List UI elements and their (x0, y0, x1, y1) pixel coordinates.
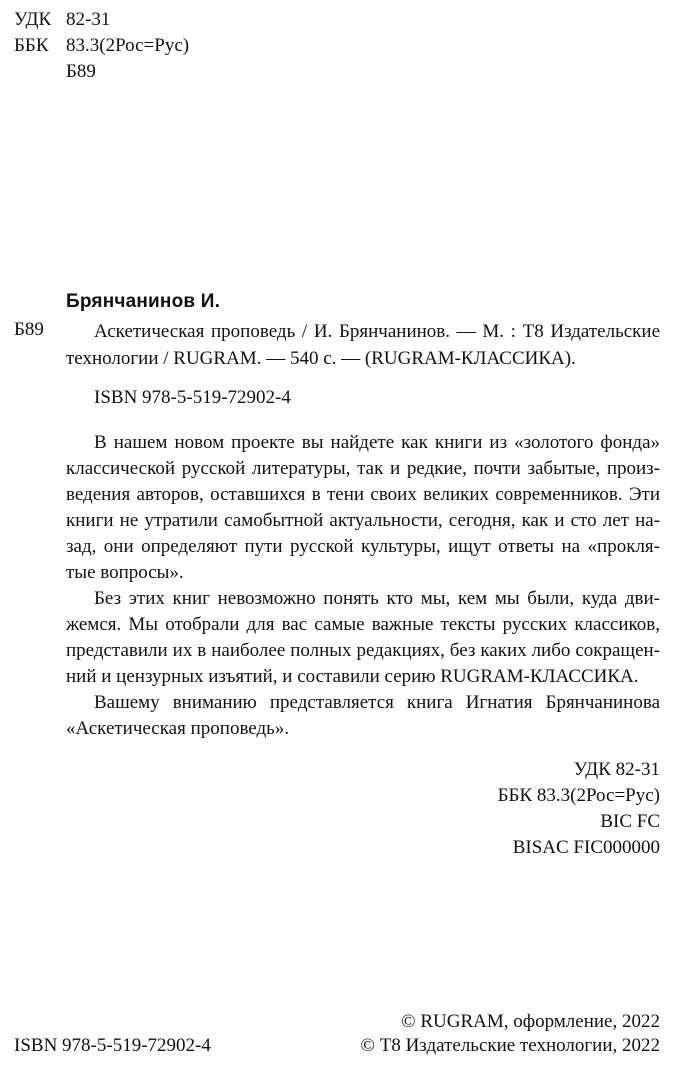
annotation-line: книги не утратили самобытной актуальности, сегодня, как и сто лет на- (66, 510, 660, 531)
bic-code: BIC FC (600, 811, 660, 832)
annotation-line: зад, они определяют пути русской культуры, ищут ответы на «прокля- (66, 536, 660, 557)
annotation-line: классической русской литературы, так и редкие, почти забытые, произ- (66, 458, 660, 479)
annotation-line: В нашем новом проекте вы найдете как книги из «золотого фонда» (94, 432, 660, 453)
bbk-value: 83.3(2Рос=Рус) (66, 35, 190, 56)
annotation-line: ний и цензурных изъятий, и составили серию RUGRAM-КЛАССИКА. (66, 666, 639, 687)
author-name: Брянчанинов И. (66, 291, 221, 312)
annotation-line: жемся. Мы отобрали для вас самые важные тексты русских классиков, (66, 614, 660, 635)
annotation-line: ведения авторов, оставшихся в тени своих великих современников. Эти (66, 484, 660, 505)
classification-codes (498, 757, 660, 861)
bib-line-2: технологии / RUGRAM. — 540 с. — (RUGRAM-КЛАССИКА). (66, 348, 576, 369)
copyright-rugram: © RUGRAM, оформление, 2022 (401, 1011, 660, 1032)
isbn-footer: ISBN 978-5-519-72902-4 (14, 1035, 211, 1056)
udk-label: УДК (14, 9, 52, 30)
annotation-line: тые вопросы». (66, 562, 184, 583)
annotation-line: Вашему вниманию представляется книга Игнатия Брянчанинова (94, 692, 660, 713)
bibliographic-description (66, 318, 660, 372)
annotation-line: Без этих книг невозможно понять кто мы, кем мы были, куда дви- (94, 588, 660, 609)
isbn-main: ISBN 978-5-519-72902-4 (94, 387, 291, 408)
bib-line-1: Аскетическая проповедь / И. Брянчанинов. — М. : Т8 Издательские (94, 321, 660, 342)
bbk-code: ББК 83.3(2Рос=Рус) (497, 785, 660, 806)
copyright-t8: © Т8 Издательские технологии, 2022 (360, 1035, 660, 1056)
bbk-label: ББК (14, 35, 49, 56)
bisac-code: BISAC FIC000000 (512, 837, 660, 858)
udk-code: УДК 82-31 (573, 759, 660, 780)
annotation-line: «Аскетическая проповедь». (66, 718, 290, 739)
annotation-line: представили их в наиболее полных редакциях, без каких либо сокращен- (66, 640, 660, 661)
udk-value: 82-31 (66, 9, 111, 30)
annotation (66, 430, 660, 742)
author-side-code: Б89 (14, 319, 44, 340)
author-mark: Б89 (66, 61, 96, 82)
copyright-block (361, 1010, 660, 1058)
